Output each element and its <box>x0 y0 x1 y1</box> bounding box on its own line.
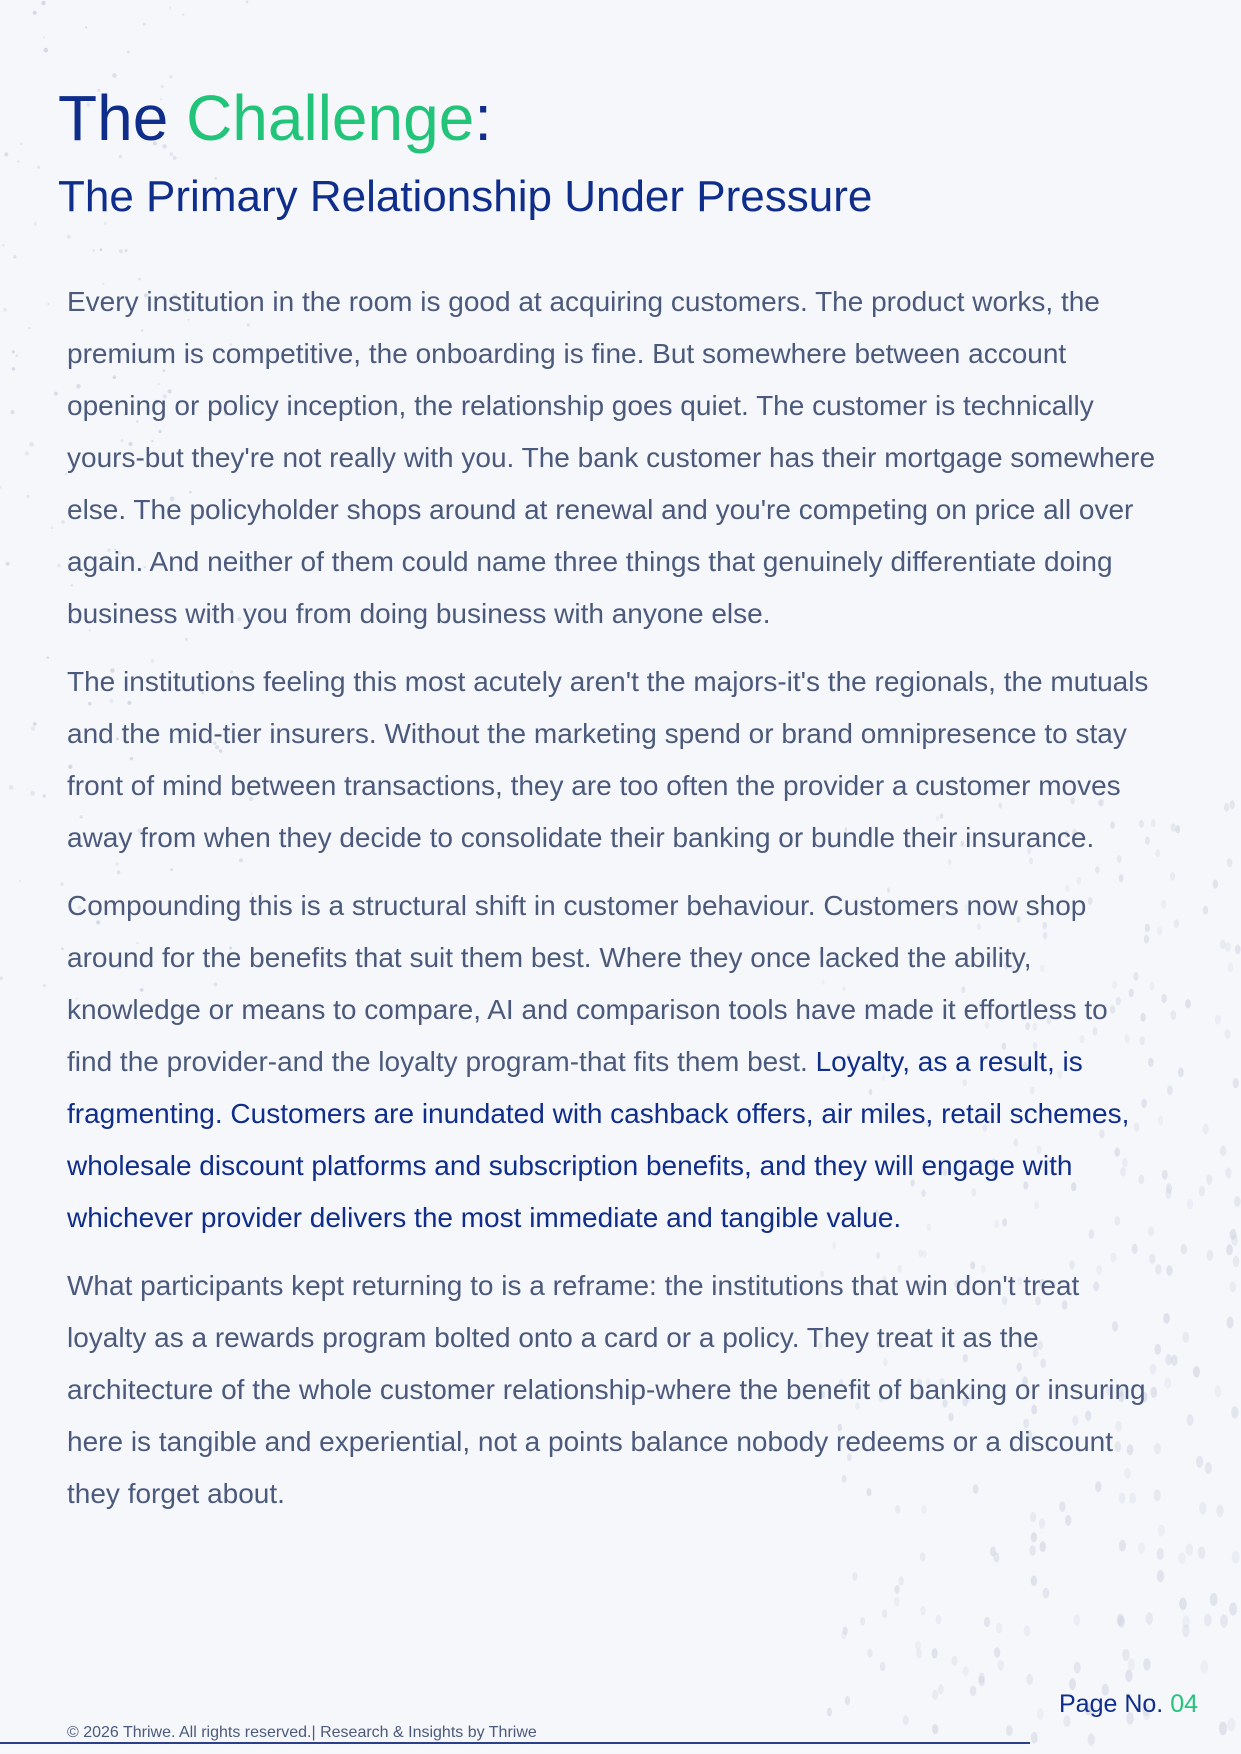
footer-divider <box>0 1742 1030 1744</box>
paragraph-3-highlight: Loyalty, as a result, is fragmenting. Customers are inundated with cashback offers, air miles, retail schemes, wholesale discount platforms and subscription benefits, and they will engage with whichever provider delivers the most immediate and tangible value. <box>67 1046 1130 1233</box>
paragraph-1: Every institution in the room is good at acquiring customers. The product works, the premium is competitive, the onboarding is fine. But somewhere between account opening or policy inception, the relationship goes quiet. The customer is technically yours-but they're not really with you. The bank customer has their mortgage somewhere else. The policyholder shops around at renewal and you're competing on price all over again. And neither of them could name three things that genuinely differentiate doing business with you from doing business with anyone else. <box>67 286 1156 629</box>
page-title <box>58 82 492 154</box>
title-suffix: : <box>474 82 493 154</box>
title-prefix: The <box>58 82 187 154</box>
page-number <box>1059 1690 1198 1719</box>
paragraph-4: What participants kept returning to is a reframe: the institutions that win don't treat loyalty as a rewards program bolted onto a card or a policy. They treat it as the architecture of the whole customer relationship-where the benefit of banking or insuring here is tangible and experiential, not a points balance nobody redeems or a discount they forget about. <box>67 1270 1146 1509</box>
paragraph-2: The institutions feeling this most acutely aren't the majors-it's the regionals, the mutuals and the mid-tier insurers. Without the marketing spend or brand omnipresence to stay front of mind between transactions, they are too often the provider a customer moves away from when they decide to consolidate their banking or bundle their insurance. <box>67 666 1149 853</box>
page-subtitle: The Primary Relationship Under Pressure <box>58 172 873 221</box>
body-text <box>67 276 1157 1536</box>
paragraph-3-text: Compounding this is a structural shift in customer behaviour. Customers now shop around for the benefits that suit them best. Where they once lacked the ability, knowledge or means to compare, AI and comparison tools have made it effortless to find the provider-and the loyalty program-that fits them best. <box>67 890 1108 1077</box>
copyright-notice: © 2026 Thriwe. All rights reserved.| Research & Insights by Thriwe <box>67 1724 537 1741</box>
page-number-value: 04 <box>1170 1690 1198 1718</box>
page-number-label: Page No. <box>1059 1690 1171 1718</box>
paragraph-3 <box>67 880 1157 1244</box>
title-accent: Challenge <box>186 82 475 154</box>
